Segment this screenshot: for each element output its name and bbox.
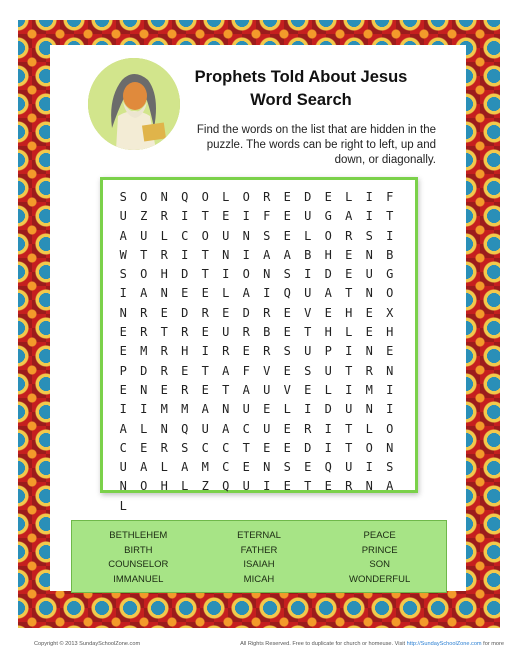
grid-letter: L	[304, 228, 312, 243]
grid-letter: I	[386, 228, 394, 243]
grid-letter: A	[119, 421, 127, 436]
grid-letter: R	[222, 344, 230, 359]
grid-letter: A	[242, 286, 250, 301]
grid-letter: C	[242, 421, 250, 436]
word-item: BETHLEHEM	[109, 530, 168, 541]
grid-letter: U	[345, 460, 353, 475]
title-line-1: Prophets Told About Jesus	[194, 68, 408, 86]
grid-letter: A	[222, 421, 230, 436]
grid-letter: A	[140, 460, 148, 475]
grid-letter: D	[181, 267, 189, 282]
grid-letter: O	[242, 190, 250, 204]
grid-letter: R	[160, 247, 168, 262]
grid-letter: I	[242, 247, 250, 262]
rights-text: All Rights Reserved. Free to duplicate for church or homeuse. Visit	[240, 641, 407, 647]
grid-letter: R	[365, 363, 373, 378]
grid-letter: A	[201, 402, 209, 417]
grid-letter: P	[119, 363, 127, 378]
grid-letter: Z	[140, 209, 148, 224]
word-list-column-2	[199, 529, 320, 592]
grid-letter: A	[386, 479, 394, 494]
title-line-2: Word Search	[250, 91, 352, 109]
grid-letter: I	[386, 382, 394, 397]
grid-letter: T	[201, 363, 209, 378]
instructions-text: Find the words on the list that are hidden in the puzzle. The words can be right to left, up and down, or diagonally.	[196, 124, 436, 166]
grid-letter: V	[283, 382, 291, 397]
grid-letter: S	[119, 190, 127, 204]
grid-letter: U	[324, 363, 332, 378]
grid-letter: B	[386, 247, 394, 262]
grid-letter: I	[222, 267, 230, 282]
grid-letter: R	[140, 305, 148, 320]
grid-letter: I	[263, 479, 271, 494]
grid-letter: T	[201, 247, 209, 262]
grid-letter: Q	[181, 190, 189, 204]
grid-letter: N	[119, 305, 127, 320]
grid-letter: M	[181, 402, 189, 417]
word-item: WONDERFUL	[349, 573, 411, 585]
grid-letter: D	[304, 190, 312, 204]
grid-letter: E	[222, 209, 230, 224]
grid-letter: E	[365, 325, 373, 340]
grid-letter: T	[386, 209, 394, 224]
grid-letter: A	[140, 286, 148, 301]
grid-letter: E	[324, 190, 332, 204]
grid-letter: U	[140, 228, 148, 243]
grid-letter: D	[324, 402, 332, 417]
grid-letter: D	[304, 440, 312, 455]
grid-letter: E	[283, 305, 291, 320]
grid-letter: I	[263, 286, 271, 301]
grid-letter: S	[119, 267, 127, 282]
grid-letter: L	[119, 498, 127, 513]
word-item: MICAH	[243, 573, 275, 585]
word-item: ETERNAL	[237, 530, 281, 541]
word-search-grid	[113, 190, 400, 518]
grid-letter: H	[160, 479, 168, 494]
grid-letter: E	[283, 440, 291, 455]
grid-letter: O	[386, 286, 394, 301]
page-title	[176, 66, 426, 112]
grid-letter: E	[181, 286, 189, 301]
grid-letter: N	[160, 190, 168, 204]
word-item: IMMANUEL	[113, 573, 164, 585]
grid-letter: E	[345, 267, 353, 282]
grid-letter: N	[140, 382, 148, 397]
grid-letter: U	[304, 286, 312, 301]
grid-letter: R	[160, 344, 168, 359]
grid-letter: A	[324, 286, 332, 301]
grid-letter: E	[119, 325, 127, 340]
grid-letter: X	[386, 305, 394, 320]
grid-letter: I	[140, 402, 148, 417]
grid-letter: S	[386, 460, 394, 475]
grid-letter: U	[119, 209, 127, 224]
grid-letter: M	[365, 382, 373, 397]
grid-letter: O	[324, 228, 332, 243]
grid-letter: E	[242, 344, 250, 359]
grid-letter: S	[304, 363, 312, 378]
grid-letter: U	[242, 402, 250, 417]
grid-letter: G	[386, 267, 394, 282]
grid-letter: L	[140, 421, 148, 436]
grid-letter: A	[263, 247, 271, 262]
grid-letter: S	[283, 344, 291, 359]
grid-letter: S	[283, 460, 291, 475]
word-item: COUNSELOR	[108, 559, 169, 571]
grid-letter: T	[345, 440, 353, 455]
grid-letter: E	[345, 247, 353, 262]
grid-letter: E	[324, 305, 332, 320]
grid-letter: U	[119, 460, 127, 475]
grid-letter: R	[181, 325, 189, 340]
grid-letter: I	[242, 209, 250, 224]
grid-letter: E	[201, 325, 209, 340]
grid-letter: U	[242, 479, 250, 494]
grid-letter: N	[365, 402, 373, 417]
grid-letter: L	[324, 382, 332, 397]
grid-letter: I	[324, 440, 332, 455]
grid-letter: I	[304, 267, 312, 282]
grid-letter: I	[365, 190, 373, 204]
word-item: PRINCE	[361, 544, 398, 556]
grid-letter: F	[263, 209, 271, 224]
grid-letter: N	[365, 344, 373, 359]
grid-letter: E	[283, 325, 291, 340]
grid-letter: R	[304, 421, 312, 436]
grid-letter: E	[283, 363, 291, 378]
grid-letter: T	[345, 363, 353, 378]
grid-letter: R	[345, 479, 353, 494]
grid-letter: C	[119, 440, 127, 455]
grid-letter: L	[365, 421, 373, 436]
grid-letter: T	[140, 247, 148, 262]
grid-letter: E	[324, 479, 332, 494]
grid-letter: E	[119, 382, 127, 397]
grid-letter: R	[160, 363, 168, 378]
grid-letter: E	[283, 421, 291, 436]
grid-letter: I	[119, 286, 127, 301]
grid-letter: I	[304, 402, 312, 417]
grid-letter: U	[345, 402, 353, 417]
word-item: SON	[369, 559, 390, 571]
grid-letter: T	[201, 267, 209, 282]
grid-letter: E	[222, 305, 230, 320]
grid-letter: O	[201, 190, 209, 204]
grid-letter: E	[160, 305, 168, 320]
grid-letter: D	[181, 305, 189, 320]
site-link[interactable]: http://SundaySchoolZone.com	[406, 641, 482, 647]
grid-letter: V	[304, 305, 312, 320]
grid-letter: U	[222, 325, 230, 340]
grid-letter: N	[119, 479, 127, 494]
grid-letter: H	[181, 344, 189, 359]
grid-letter: R	[181, 382, 189, 397]
grid-letter: I	[365, 209, 373, 224]
grid-letter: T	[201, 209, 209, 224]
grid-letter: E	[160, 382, 168, 397]
grid-letter: C	[181, 228, 189, 243]
grid-letter: R	[160, 209, 168, 224]
grid-letter: N	[365, 479, 373, 494]
grid-letter: T	[304, 479, 312, 494]
footer-rights	[240, 641, 504, 647]
grid-letter: I	[181, 247, 189, 262]
grid-letter: R	[263, 305, 271, 320]
grid-letter: N	[263, 267, 271, 282]
grid-letter: T	[160, 325, 168, 340]
grid-letter: O	[140, 479, 148, 494]
grid-letter: R	[160, 440, 168, 455]
grid-letter: O	[242, 267, 250, 282]
grid-letter: R	[242, 325, 250, 340]
grid-letter: R	[263, 344, 271, 359]
grid-letter: O	[140, 267, 148, 282]
grid-letter: I	[201, 344, 209, 359]
grid-letter: E	[283, 228, 291, 243]
grid-letter: U	[263, 421, 271, 436]
grid-letter: W	[119, 247, 127, 262]
grid-letter: L	[283, 402, 291, 417]
grid-letter: E	[365, 305, 373, 320]
grid-letter: H	[160, 267, 168, 282]
grid-letter: E	[283, 479, 291, 494]
grid-letter: U	[304, 209, 312, 224]
word-item: ISAIAH	[243, 559, 275, 571]
grid-letter: I	[386, 402, 394, 417]
grid-letter: T	[345, 421, 353, 436]
grid-letter: F	[242, 363, 250, 378]
grid-letter: O	[140, 190, 148, 204]
grid-letter: O	[365, 440, 373, 455]
grid-letter: V	[263, 363, 271, 378]
grid-letter: D	[140, 363, 148, 378]
grid-letter: I	[119, 402, 127, 417]
grid-letter: E	[386, 344, 394, 359]
grid-letter: B	[304, 247, 312, 262]
grid-letter: E	[283, 209, 291, 224]
grid-letter: S	[263, 228, 271, 243]
grid-letter: N	[386, 440, 394, 455]
grid-letter: E	[283, 190, 291, 204]
grid-letter: U	[263, 382, 271, 397]
grid-letter: L	[181, 479, 189, 494]
grid-letter: H	[386, 325, 394, 340]
grid-letter: S	[283, 267, 291, 282]
grid-letter: A	[283, 247, 291, 262]
grid-letter: N	[222, 247, 230, 262]
grid-letter: N	[263, 460, 271, 475]
copyright-text: Copyright © 2013 SundaySchoolZone.com	[34, 641, 141, 647]
grid-letter: H	[324, 247, 332, 262]
grid-letter: I	[365, 460, 373, 475]
grid-letter: I	[345, 344, 353, 359]
prophet-illustration	[88, 58, 180, 150]
word-list	[71, 520, 447, 593]
grid-letter: R	[201, 305, 209, 320]
grid-letter: H	[345, 305, 353, 320]
grid-letter: N	[222, 402, 230, 417]
grid-letter: N	[160, 286, 168, 301]
footer	[34, 641, 504, 647]
grid-letter: U	[222, 228, 230, 243]
grid-letter: L	[222, 190, 230, 204]
grid-letter: I	[324, 421, 332, 436]
grid-letter: U	[304, 344, 312, 359]
grid-letter: O	[386, 421, 394, 436]
grid-letter: A	[222, 363, 230, 378]
grid-letter: M	[201, 460, 209, 475]
grid-letter: U	[201, 421, 209, 436]
grid-letter: N	[160, 421, 168, 436]
grid-letter: E	[181, 363, 189, 378]
grid-letter: G	[324, 209, 332, 224]
grid-letter: M	[140, 344, 148, 359]
grid-letter: Z	[201, 479, 209, 494]
grid-letter: N	[242, 228, 250, 243]
grid-letter: I	[345, 382, 353, 397]
grid-letter: T	[345, 286, 353, 301]
grid-letter: H	[324, 325, 332, 340]
grid-letter: I	[181, 209, 189, 224]
grid-letter: T	[222, 382, 230, 397]
grid-letter: Q	[222, 479, 230, 494]
grid-letter: P	[324, 344, 332, 359]
grid-letter: Q	[324, 460, 332, 475]
grid-letter: L	[160, 460, 168, 475]
grid-letter: U	[365, 267, 373, 282]
grid-letter: T	[304, 325, 312, 340]
grid-letter: R	[140, 325, 148, 340]
grid-letter: Q	[181, 421, 189, 436]
grid-letter: Q	[283, 286, 291, 301]
word-item: PEACE	[363, 530, 396, 541]
grid-letter: F	[386, 190, 394, 204]
grid-letter: D	[324, 267, 332, 282]
grid-letter: T	[242, 440, 250, 455]
grid-letter: L	[345, 190, 353, 204]
grid-letter: B	[263, 325, 271, 340]
grid-letter: R	[263, 190, 271, 204]
grid-letter: N	[386, 363, 394, 378]
word-item: BIRTH	[124, 544, 153, 556]
grid-letter: L	[222, 286, 230, 301]
word-list-column-1	[78, 529, 199, 592]
grid-letter: R	[345, 228, 353, 243]
grid-letter: E	[201, 382, 209, 397]
word-item: FATHER	[240, 544, 278, 556]
grid-letter: D	[242, 305, 250, 320]
more-text: for more	[481, 641, 504, 647]
grid-letter: S	[365, 228, 373, 243]
grid-letter: E	[242, 460, 250, 475]
grid-letter: E	[304, 460, 312, 475]
grid-letter: C	[201, 440, 209, 455]
grid-letter: M	[160, 402, 168, 417]
grid-letter: E	[263, 402, 271, 417]
grid-letter: E	[263, 440, 271, 455]
word-list-column-3	[319, 529, 440, 592]
grid-letter: E	[119, 344, 127, 359]
grid-letter: A	[242, 382, 250, 397]
grid-letter: L	[345, 325, 353, 340]
grid-letter: N	[365, 247, 373, 262]
grid-letter: N	[365, 286, 373, 301]
grid-letter: E	[201, 286, 209, 301]
grid-letter: A	[181, 460, 189, 475]
grid-letter: O	[201, 228, 209, 243]
grid-letter: E	[304, 382, 312, 397]
grid-letter: A	[119, 228, 127, 243]
grid-letter: E	[140, 440, 148, 455]
grid-letter: C	[222, 440, 230, 455]
grid-letter: C	[222, 460, 230, 475]
grid-letter: L	[160, 228, 168, 243]
grid-letter: A	[345, 209, 353, 224]
grid-letter: S	[181, 440, 189, 455]
